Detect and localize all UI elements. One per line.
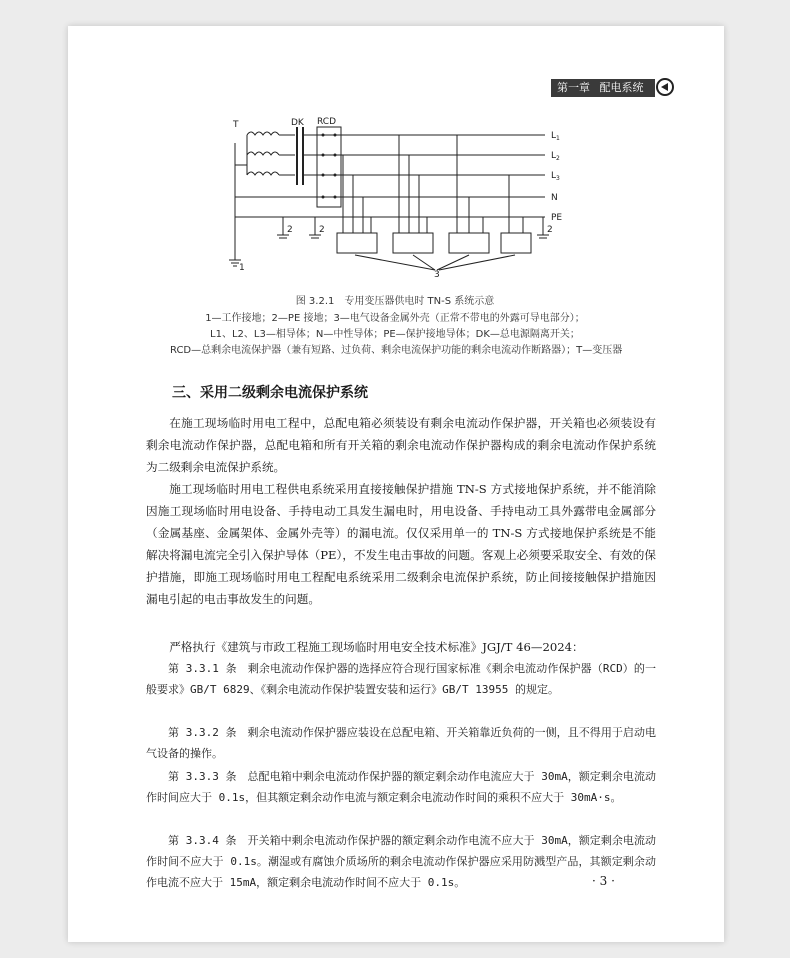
paragraph-1: 在施工现场临时用电工程中，总配电箱必须装设有剩余电流动作保护器，开关箱也必须装设有剩余电流动作保护器，总配电箱和所有开关箱的剩余电流动作保护器构成的剩余电流动作保护系统为二级剩余电流保护系统。 [146, 416, 656, 474]
figure-legend-line-1: 1—工作接地；2—PE 接地；3—电气设备金属外壳（正常不带电的外露可导电部分）； [205, 313, 585, 324]
figure-legend-line-2: L1、L2、L3—相导体；N—中性导体；PE—保护接地导体；DK—总电源隔离开关； [210, 329, 580, 340]
figure-legend-line-3: RCD—总剩余电流保护器（兼有短路、过负荷、剩余电流保护功能的剩余电流动作断路器）；T—变压器 [170, 345, 623, 356]
article-3-3-2: 第 3.3.2 条 剩余电流动作保护器应装设在总配电箱、开关箱靠近负荷的一侧，且不得用于启动电气设备的操作。 [146, 726, 656, 760]
label-transformer: T [233, 120, 239, 130]
paragraph-2: 施工现场临时用电工程供电系统采用直接接触保护措施 TN-S 方式接地保护系统，并不能消除因施工现场临时用电设备、手持电动工具发生漏电时，用电设备、手持电动工具外露带电金属部分（金属基座、金属架体、金属外壳等）的漏电流。仅仅采用单一的 TN-S 方式接地保护系统是不能解决将漏电流完全引入保护导体（PE），不发生电击事故的问题。客观上必须要采取安全、有效的保护措施，即施工现场临时用电工程配电系统采用二级剩余电流保护系统，防止间接接触保护措施因漏电引起的电击事故发生的问题。 [146, 482, 656, 606]
back-arrow-icon [656, 78, 674, 96]
section-title: 三、采用二级剩余电流保护系统 [172, 385, 368, 401]
label-rcd: RCD [317, 117, 337, 127]
label-l1: $L_1$ [551, 131, 560, 142]
page-number: · 3 · [592, 874, 615, 888]
label-mark-1: 1 [239, 263, 245, 273]
chapter-title: 配电系统 [599, 81, 644, 94]
article-3-3-4: 第 3.3.4 条 开关箱中剩余电流动作保护器的额定剩余动作电流不应大于 30mA，额定剩余电流动作时间不应大于 0.1s。潮湿或有腐蚀介质场所的剩余电流动作保护器应采用防溅型产品，其额定剩余动作电流不应大于 15mA，额定剩余电流动作时间不应大于 0.1s。 [146, 834, 656, 889]
article-3-3-3: 第 3.3.3 条 总配电箱中剩余电流动作保护器的额定剩余动作电流应大于 30mA，额定剩余电流动作时间应大于 0.1s，但其额定剩余动作电流与额定剩余电流动作时间的乘积不应大于 30mA·s。 [146, 770, 656, 804]
article-3-3-1: 第 3.3.1 条 剩余电流动作保护器的选择应符合现行国家标准《剩余电流动作保护器（RCD）的一般要求》GB/T 6829、《剩余电流动作保护装置安装和运行》GB/T 13955 的规定。 [146, 662, 656, 696]
tn-s-system-diagram [225, 115, 585, 277]
label-mark-2b: 2 [319, 225, 325, 235]
chapter-number: 第一章 [557, 81, 590, 94]
label-l2: $L_2$ [551, 151, 560, 162]
label-pe: PE [551, 213, 563, 223]
label-n: N [551, 193, 558, 203]
label-dk: DK [291, 118, 304, 128]
figure-caption-title: 图 3.2.1 专用变压器供电时 TN-S 系统示意 [295, 296, 495, 307]
paragraph-3: 严格执行《建筑与市政工程施工现场临时用电安全技术标准》JGJ/T 46—2024： [169, 640, 584, 654]
chapter-header [551, 79, 655, 97]
label-mark-3: 3 [434, 270, 440, 277]
label-mark-2c: 2 [547, 225, 553, 235]
label-mark-2a: 2 [287, 225, 293, 235]
label-l3: $L_3$ [551, 171, 560, 182]
